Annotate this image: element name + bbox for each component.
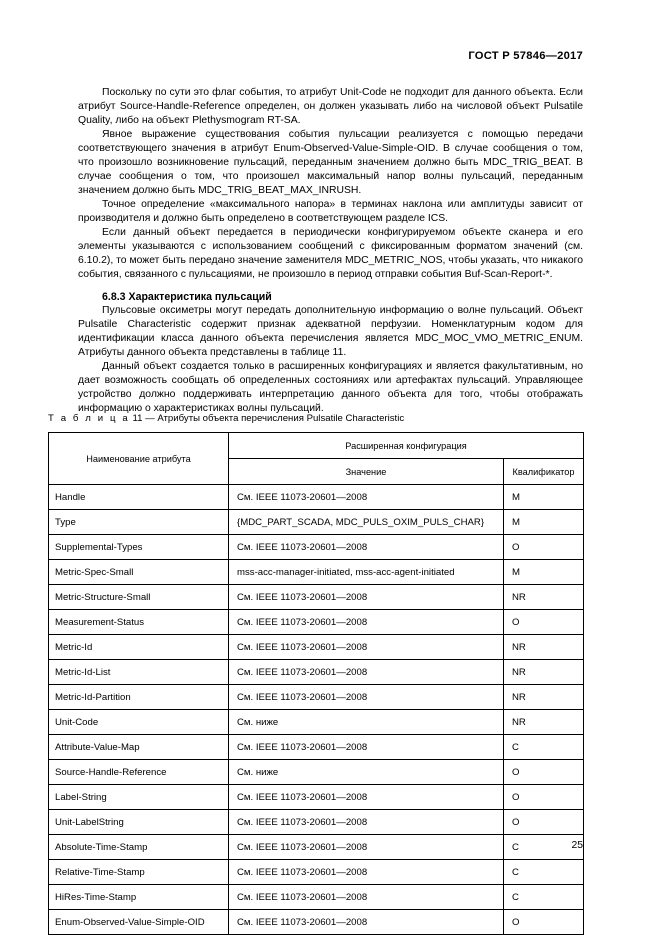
cell-value: См. IEEE 11073-20601—2008 xyxy=(229,735,504,760)
table-row xyxy=(49,610,584,635)
table-row xyxy=(49,810,584,835)
cell-qualifier: NR xyxy=(504,660,584,685)
cell-value: См. ниже xyxy=(229,710,504,735)
cell-qualifier: O xyxy=(504,535,584,560)
cell-attribute-name: Metric-Id-List xyxy=(49,660,229,685)
table-row xyxy=(49,785,584,810)
cell-value: mss-acc-manager-initiated, mss-acc-agent-initiated xyxy=(229,560,504,585)
cell-attribute-name: Metric-Id xyxy=(49,635,229,660)
cell-value: См. IEEE 11073-20601—2008 xyxy=(229,635,504,660)
column-header-qualifier: Квалификатор xyxy=(504,459,584,485)
cell-qualifier: O xyxy=(504,910,584,935)
cell-qualifier: NR xyxy=(504,585,584,610)
cell-qualifier: C xyxy=(504,860,584,885)
table-header-row-1 xyxy=(49,433,584,459)
table-row xyxy=(49,510,584,535)
cell-value: См. IEEE 11073-20601—2008 xyxy=(229,535,504,560)
table-row xyxy=(49,535,584,560)
table-row xyxy=(49,660,584,685)
cell-qualifier: C xyxy=(504,885,584,910)
cell-attribute-name: Measurement-Status xyxy=(49,610,229,635)
cell-qualifier: NR xyxy=(504,685,584,710)
page-number: 25 xyxy=(571,840,583,851)
cell-qualifier: C xyxy=(504,735,584,760)
cell-value: См. IEEE 11073-20601—2008 xyxy=(229,685,504,710)
section-heading-6-8-3: 6.8.3 Характеристика пульсаций xyxy=(102,291,272,303)
cell-value: См. IEEE 11073-20601—2008 xyxy=(229,910,504,935)
cell-value: См. IEEE 11073-20601—2008 xyxy=(229,485,504,510)
column-header-attribute-name: Наименование атрибута xyxy=(49,433,229,485)
cell-attribute-name: Unit-Code xyxy=(49,710,229,735)
cell-value: См. IEEE 11073-20601—2008 xyxy=(229,610,504,635)
table-body xyxy=(49,485,584,935)
paragraph: Точное определение «максимального напора» в терминах наклона или амплитуды зависит от производителя и должно быть определено в соответствующем разделе ICS. xyxy=(78,199,583,224)
cell-attribute-name: Unit-LabelString xyxy=(49,810,229,835)
attributes-table xyxy=(48,432,584,935)
table-caption-text: 11 — Атрибуты объекта перечисления Pulsatile Characteristic xyxy=(132,413,405,424)
document-header-standard-number: ГОСТ Р 57846—2017 xyxy=(468,50,583,62)
cell-attribute-name: Metric-Spec-Small xyxy=(49,560,229,585)
table-header xyxy=(49,433,584,485)
table-row xyxy=(49,485,584,510)
paragraph: Поскольку по сути это флаг события, то атрибут Unit-Code не подходит для данного объекта. Если атрибут Source-Handle-Reference определен, он должен указывать либо на числовой объект Pulsatile Quality, либо на объект Plethysmogram RT-SA. xyxy=(78,87,583,126)
cell-attribute-name: Type xyxy=(49,510,229,535)
cell-attribute-name: Supplemental-Types xyxy=(49,535,229,560)
table-row xyxy=(49,685,584,710)
cell-attribute-name: Attribute-Value-Map xyxy=(49,735,229,760)
table-caption-word: Т а б л и ц а xyxy=(48,413,130,424)
cell-attribute-name: Source-Handle-Reference xyxy=(49,760,229,785)
cell-qualifier: M xyxy=(504,560,584,585)
paragraph: Данный объект создается только в расширенных конфигурациях и является факультативным, но дает возможность сообщать об определенных состояниях или артефактах пульсаций. Управляющее устройство должно поддерживать интерпретацию данного объекта для того, чтобы отображать информацию о характеристиках волны пульсаций. xyxy=(78,361,583,414)
cell-value: См. IEEE 11073-20601—2008 xyxy=(229,785,504,810)
cell-value: См. IEEE 11073-20601—2008 xyxy=(229,835,504,860)
table-row xyxy=(49,760,584,785)
table-row xyxy=(49,710,584,735)
table-caption xyxy=(48,412,404,425)
table-row xyxy=(49,560,584,585)
cell-attribute-name: Relative-Time-Stamp xyxy=(49,860,229,885)
paragraph: Если данный объект передается в периодически конфигурируемом объекте сканера и его элементы указываются с использованием сообщений с фиксированным форматом значений (см. 6.10.2), то может быть передано значение заменителя MDC_METRIC_NOS, чтобы указать, что никакого события, связанного с пульсациями, не произошло в период отправки события Buf-Scan-Report-*. xyxy=(78,227,583,280)
body-text-column xyxy=(78,86,583,416)
cell-qualifier: C xyxy=(504,835,584,860)
cell-attribute-name: Enum-Observed-Value-Simple-OID xyxy=(49,910,229,935)
table-row xyxy=(49,910,584,935)
table-row xyxy=(49,885,584,910)
cell-qualifier: NR xyxy=(504,635,584,660)
cell-qualifier: NR xyxy=(504,710,584,735)
paragraph: Пульсовые оксиметры могут передать дополнительную информацию о волне пульсаций. Объект Pulsatile Characteristic содержит признак адекватной перфузии. Номенклатурным кодом для идентификации класса данного объекта перечисления является MDC_MOC_VMO_METRIC_ENUM. Атрибуты данного объекта представлены в таблице 11. xyxy=(78,305,583,358)
cell-qualifier: O xyxy=(504,810,584,835)
cell-value: См. IEEE 11073-20601—2008 xyxy=(229,660,504,685)
cell-value: См. IEEE 11073-20601—2008 xyxy=(229,810,504,835)
table-row xyxy=(49,860,584,885)
cell-attribute-name: Absolute-Time-Stamp xyxy=(49,835,229,860)
cell-value: См. IEEE 11073-20601—2008 xyxy=(229,885,504,910)
cell-qualifier: O xyxy=(504,760,584,785)
cell-value: См. IEEE 11073-20601—2008 xyxy=(229,585,504,610)
cell-qualifier: O xyxy=(504,610,584,635)
table-row xyxy=(49,835,584,860)
cell-value: См. ниже xyxy=(229,760,504,785)
cell-value: {MDC_PART_SCADA, MDC_PULS_OXIM_PULS_CHAR} xyxy=(229,510,504,535)
cell-attribute-name: Metric-Id-Partition xyxy=(49,685,229,710)
table-row xyxy=(49,635,584,660)
cell-attribute-name: HiRes-Time-Stamp xyxy=(49,885,229,910)
cell-qualifier: M xyxy=(504,510,584,535)
cell-qualifier: O xyxy=(504,785,584,810)
cell-qualifier: M xyxy=(504,485,584,510)
cell-value: См. IEEE 11073-20601—2008 xyxy=(229,860,504,885)
paragraph: Явное выражение существования события пульсации реализуется с помощью передачи соответствующего значения в атрибут Enum-Observed-Value-Simple-OID. В случае сообщения о том, что произошло возникновение пульсаций, переданным значением должно быть MDC_TRIG_BEAT. В случае сообщения о том, что произошел максимальный напор волны пульсаций, переданным значением должно быть MDC_TRIG_BEAT_MAX_INRUSH. xyxy=(78,129,583,196)
table-row xyxy=(49,735,584,760)
cell-attribute-name: Metric-Structure-Small xyxy=(49,585,229,610)
table-row xyxy=(49,585,584,610)
column-header-value: Значение xyxy=(229,459,504,485)
cell-attribute-name: Handle xyxy=(49,485,229,510)
cell-attribute-name: Label-String xyxy=(49,785,229,810)
column-header-extended-configuration: Расширенная конфигурация xyxy=(229,433,584,459)
